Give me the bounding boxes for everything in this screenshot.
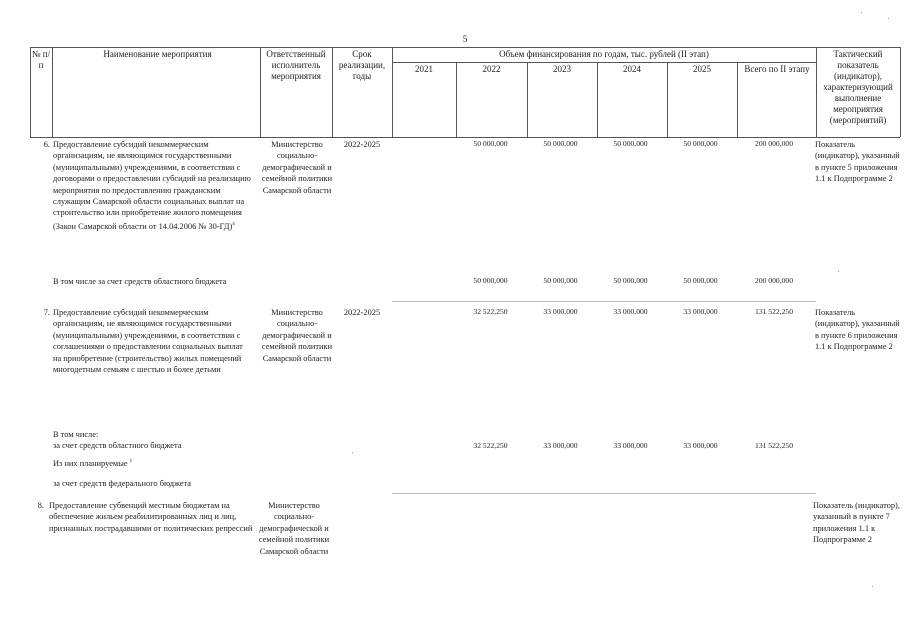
executor: Министерство социально-демографической и семейной политики Самарской области xyxy=(258,501,330,556)
activity-name: Предоставление субсидий некоммерческим организациям, не являющимся государственными (муниципальными) учреждениями, в соответствии с договорами о предоставлении субсидий на реализацию мероприятия по предоставлению гражданским служащим Самарской области социальных выплат на строительство или приобретение жилого помещения (Закон Самарской области от 14.04.2006 № 30-ГД)$^4$ xyxy=(53,140,251,231)
header-year-2022: 2022 xyxy=(482,64,501,74)
executor: Министерство социально-демографической и семейной политики Самарской области xyxy=(261,140,333,195)
row-divider xyxy=(392,493,816,494)
value-2024: 50 000,000 xyxy=(613,139,648,148)
value-total: 200 000,000 xyxy=(755,276,793,285)
scan-speck xyxy=(838,271,839,272)
header-indicator: Тактический показатель (индикатор), характеризующий выполнение мероприятия (мероприятий) xyxy=(823,49,893,125)
indicator: Показатель (индикатор), указанный в пункте 7 приложения 1.1 к Подпрограмме 2 xyxy=(813,501,900,545)
scan-speck xyxy=(872,586,873,587)
value-2022: 32 522,250 xyxy=(473,441,508,450)
value-2022: 50 000,000 xyxy=(473,276,508,285)
value-2024: 33 000,000 xyxy=(613,441,648,450)
value-2022: 32 522,250 xyxy=(473,307,508,316)
value-total: 131 522,250 xyxy=(755,307,793,316)
page-number: 5 xyxy=(462,34,468,44)
header-number: № п/п xyxy=(31,49,51,70)
header-year-2024: 2024 xyxy=(623,64,641,74)
value-2025: 33 000,000 xyxy=(683,307,718,316)
row-number: 7. xyxy=(43,308,50,317)
header-funding: Объем финансирования по годам, тыс. рублей (II этап) xyxy=(499,49,709,59)
value-2023: 33 000,000 xyxy=(543,441,578,450)
value-2024: 50 000,000 xyxy=(613,276,648,285)
period: 2022-2025 xyxy=(343,308,381,317)
scan-speck xyxy=(888,18,889,19)
header-period: Срок реализации, годы xyxy=(338,49,386,81)
header-activity-name: Наименование мероприятия xyxy=(103,49,212,59)
activity-name: Предоставление субвенций местным бюджетам на обеспечение жильем реабилитированных лиц и лиц, признанных пострадавшими от политических репрессий xyxy=(49,501,253,533)
header-year-2025: 2025 xyxy=(693,64,711,74)
period: 2022-2025 xyxy=(343,140,381,149)
header-executor: Ответственный исполнитель мероприятия xyxy=(266,49,326,81)
value-2025: 33 000,000 xyxy=(683,441,718,450)
scan-speck xyxy=(861,12,862,13)
row-number: 6. xyxy=(43,140,50,149)
subrow-label: В том числе за счет средств областного бюджета xyxy=(53,277,227,286)
value-2023: 33 000,000 xyxy=(543,307,578,316)
subrow-label: за счет средств федерального бюджета xyxy=(53,479,191,488)
value-2022: 50 000,000 xyxy=(473,139,508,148)
value-2024: 33 000,000 xyxy=(613,307,648,316)
value-total: 200 000,000 xyxy=(755,139,793,148)
header-year-2023: 2023 xyxy=(553,64,571,74)
subrow-label: Из них планируемые $^1$ xyxy=(53,458,133,468)
activity-name: Предоставление субсидий некоммерческим организациям, не являющимся государственными (муниципальными) учреждениями, в соответствии с соглашениями о предоставлении социальных выплат на приобретение (строительство) жилых помещений многодетным семьям с шестью и более детьми xyxy=(53,308,243,375)
subrow-intro: В том числе: xyxy=(53,430,99,439)
row-number: 8. xyxy=(37,501,44,510)
value-2023: 50 000,000 xyxy=(543,276,578,285)
value-total: 131 522,250 xyxy=(755,441,793,450)
indicator: Показатель (индикатор), указанный в пункте 5 приложения 1.1 к Подпрограмме 2 xyxy=(815,140,900,184)
value-2023: 50 000,000 xyxy=(543,139,578,148)
header-year-2021: 2021 xyxy=(415,64,433,74)
executor: Министерство социально-демографической и семейной политики Самарской области xyxy=(261,308,333,363)
header-total: Всего по II этапу xyxy=(744,64,810,74)
indicator: Показатель (индикатор), указанный в пункте 6 приложения 1.1 к Подпрограмме 2 xyxy=(815,308,900,352)
value-2025: 50 000,000 xyxy=(683,139,718,148)
value-2025: 50 000,000 xyxy=(683,276,718,285)
subrow-label: за счет средств областного бюджета xyxy=(53,441,182,450)
row-divider xyxy=(392,301,816,302)
scan-speck xyxy=(352,452,353,453)
